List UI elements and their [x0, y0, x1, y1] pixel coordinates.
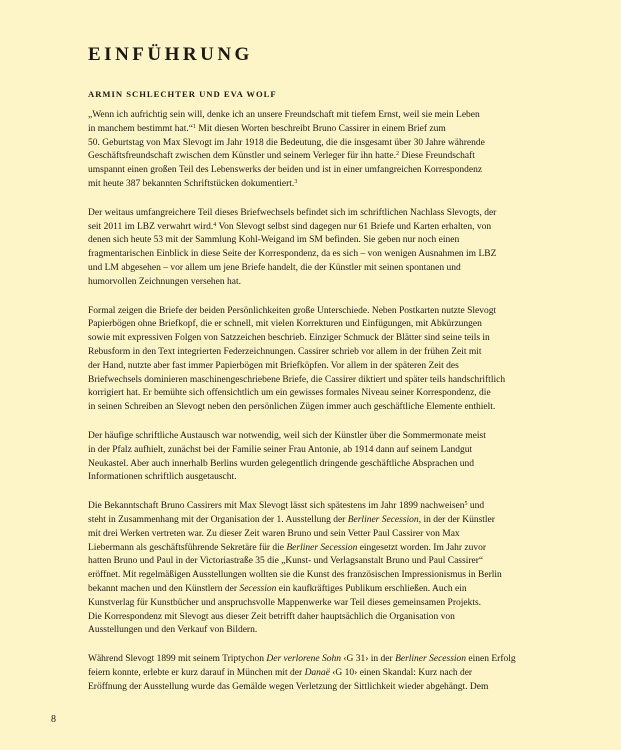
text-segment: seit 2011 im LBZ verwahrt wird.: [88, 221, 214, 232]
text-segment: ‹G 10› einen Skandal: Kurz nach der: [329, 667, 473, 678]
text-segment: in manchem bestimmt hat.“: [88, 123, 194, 134]
chapter-heading: EINFÜHRUNG: [88, 44, 253, 65]
text-line: [88, 207, 524, 221]
italic-title: Berliner Secession: [347, 514, 419, 525]
italic-title: Secession: [239, 583, 277, 594]
body-paragraph: [88, 207, 524, 290]
text-segment: mit heute 387 bekannten Schriftstücken dokumentiert.: [88, 178, 295, 189]
text-line: [88, 583, 524, 597]
text-line: [88, 624, 524, 638]
text-line: [88, 555, 524, 569]
text-line: [88, 597, 524, 611]
text-segment: in der Pfalz aufhielt, zunächst bei der Familie seiner Frau Antonie, ab 1914 dann auf seinem Landgut: [88, 444, 473, 455]
text-segment: Rebusform in den Text integrierten Federzeichnungen. Cassirer schrieb vor allem in der frühen Zeit mit: [88, 346, 482, 357]
text-line: [88, 514, 524, 528]
text-line: [88, 387, 524, 401]
text-line: [88, 248, 524, 262]
text-segment: steht in Zusammenhang mit der Organisation der 1. Ausstellung der: [88, 514, 348, 525]
text-line: [88, 471, 524, 485]
text-line: [88, 234, 524, 248]
text-line: [88, 360, 524, 374]
text-line: [88, 681, 524, 695]
text-line: [88, 667, 524, 681]
body-paragraph: [88, 430, 524, 485]
italic-title: Danaë: [304, 667, 330, 678]
text-segment: in seinen Schreiben an Slevogt neben den persönlichen Zügen immer auch geschäftliche Elemente enthielt.: [88, 402, 496, 413]
text-line: [88, 528, 524, 542]
body-paragraph: [88, 109, 524, 192]
text-segment: Informationen schriftlich ausgetauscht.: [88, 472, 237, 483]
footnote-marker: 5: [464, 501, 468, 508]
text-segment: mit drei Werken vertreten war. Zu dieser Zeit waren Bruno und sein Vetter Paul Cassirer von Max: [88, 528, 460, 539]
text-segment: Der häufige schriftliche Austausch war notwendig, weil sich der Künstler über die Sommermonate meist: [88, 430, 486, 441]
author-line: ARMIN SCHLECHTER UND EVA WOLF: [88, 89, 277, 99]
text-line: [88, 458, 524, 472]
text-line: [88, 318, 524, 332]
text-segment: sowie mit expressiven Folgen von Satzzeichen beschrieb. Einziger Schmuck der Blätter sind seine teils in: [88, 333, 490, 344]
text-line: [88, 332, 524, 346]
footnote-marker: 1: [193, 123, 197, 130]
text-line: [88, 109, 524, 123]
text-line: [88, 221, 524, 235]
text-line: [88, 401, 524, 415]
text-line: [88, 276, 524, 290]
text-line: [88, 150, 524, 164]
text-line: [88, 164, 524, 178]
text-segment: denen sich heute 53 mit der Sammlung Kohl-Weigand im SM befinden. Sie geben nur noch einen: [88, 235, 460, 246]
text-segment: hatten Bruno und Paul in der Victoriastraße 35 die „Kunst- und Verlagsanstalt Bruno und Paul Cassirer“: [88, 556, 484, 567]
text-segment: korrigiert hat. Er bemühte sich offensichtlich um ein gewisses formales Niveau seiner Korrespondenz, die: [88, 388, 491, 399]
text-segment: Mit diesen Worten beschreibt Bruno Cassirer in einem Brief zum: [196, 123, 446, 134]
text-segment: und LM abgesehen – vor allem um jene Briefe handelt, die der Künstler mit seinen spontanen und: [88, 262, 461, 273]
text-segment: Diese Freundschaft: [398, 151, 475, 162]
text-segment: fragmentarischen Einblick in diese Seite der Korrespondenz, da es sich – von wenigen Ausnahmen im LBZ: [88, 249, 497, 260]
text-segment: Liebermann als geschäftsführende Sekretäre für die: [88, 542, 287, 553]
text-segment: Die Korrespondenz mit Slevogt aus dieser Zeit betrifft daher hauptsächlich die Organisation von: [88, 611, 455, 622]
footnote-marker: 4: [213, 221, 217, 228]
text-segment: umspannt einen großen Teil des Lebenswerks der beiden und ist in einer umfangreichen Korrespondenz: [88, 165, 483, 176]
italic-title: Berliner Secession: [395, 654, 467, 665]
text-segment: und: [467, 501, 485, 512]
text-line: [88, 178, 524, 192]
text-segment: Die Bekanntschaft Bruno Cassirers mit Max Slevogt lässt sich spätestens im Jahr 1899 nachweisen: [88, 501, 465, 512]
body-text: [88, 109, 524, 709]
text-line: [88, 500, 524, 514]
text-line: [88, 569, 524, 583]
text-segment: der Hand, nutzte aber fast immer Papierbögen mit Briefköpfen. Vor allem in der späteren Zeit des: [88, 360, 459, 371]
text-segment: , in der der Künstler: [418, 514, 495, 525]
text-segment: Während Slevogt 1899 mit seinem Triptychon: [88, 654, 267, 665]
text-segment: Papierbögen ohne Briefkopf, die er schnell, mit vielen Korrekturen und Einfügungen, mit Abkürzungen: [88, 319, 482, 330]
text-segment: eröffnet. Mit regelmäßigen Ausstellungen wollten sie die Kunst des französischen Impressionismus in Berlin: [88, 570, 502, 581]
text-segment: 50. Geburtstag von Max Slevogt im Jahr 1918 die Bedeutung, die die insgesamt über 30 Jahre währende: [88, 137, 485, 148]
text-line: [88, 137, 524, 151]
text-segment: Formal zeigen die Briefe der beiden Persönlichkeiten große Unterschiede. Neben Postkarten nutzte Slevogt: [88, 305, 497, 316]
text-segment: feiern konnte, erlebte er kurz darauf in München mit der: [88, 667, 305, 678]
text-line: [88, 653, 524, 667]
text-segment: Ausstellungen und den Verkauf von Bildern.: [88, 625, 258, 636]
text-line: [88, 430, 524, 444]
footnote-marker: 3: [294, 178, 298, 185]
text-line: [88, 262, 524, 276]
text-line: [88, 374, 524, 388]
text-segment: Der weitaus umfangreichere Teil dieses Briefwechsels befindet sich im schriftlichen Nachlass Slevogts, der: [88, 207, 497, 218]
text-line: [88, 123, 524, 137]
text-segment: Eröffnung der Ausstellung wurde das Gemälde wegen Verletzung der Sittlichkeit wieder abgehängt. Dem: [88, 681, 489, 692]
italic-title: Berliner Secession: [286, 542, 358, 553]
footnote-marker: 2: [395, 151, 399, 158]
text-segment: ein kaufkräftiges Publikum erschließen. Auch ein: [276, 583, 467, 594]
text-segment: Neukastel. Aber auch innerhalb Berlins wurden gelegentlich dringende geschäftliche Absprachen und: [88, 458, 474, 469]
body-paragraph: [88, 500, 524, 638]
text-segment: humorvollen Zeichnungen versehen hat.: [88, 276, 242, 287]
page-number: 8: [51, 714, 56, 725]
text-segment: bekannt machen und den Künstlern der: [88, 583, 240, 594]
text-line: [88, 542, 524, 556]
italic-title: Der verlorene Sohn: [266, 654, 341, 665]
text-line: [88, 444, 524, 458]
text-line: [88, 346, 524, 360]
body-paragraph: [88, 305, 524, 415]
text-segment: Von Slevogt selbst sind dagegen nur 61 Briefe und Karten erhalten, von: [216, 221, 492, 232]
text-segment: eingesetzt worden. Im Jahr zuvor: [357, 542, 487, 553]
text-segment: einen Erfolg: [466, 654, 516, 665]
text-segment: Briefwechsels dominieren maschinengeschriebene Briefe, die Cassirer diktiert und später teils handschriftlich: [88, 374, 506, 385]
text-line: [88, 305, 524, 319]
text-line: [88, 611, 524, 625]
body-paragraph: [88, 653, 524, 694]
text-segment: Geschäftsfreundschaft zwischen dem Künstler und seinem Verleger für ihn hatte.: [88, 151, 396, 162]
text-segment: „Wenn ich aufrichtig sein will, denke ich an unsere Freundschaft mit tiefem Ernst, weil sie mein Leben: [88, 110, 480, 120]
text-segment: ‹G 31› in der: [340, 654, 396, 665]
text-segment: Kunstverlag für Kunstbücher und anspruchsvolle Mappenwerke war Teil dieses gemeinsamen Projekts.: [88, 597, 482, 608]
